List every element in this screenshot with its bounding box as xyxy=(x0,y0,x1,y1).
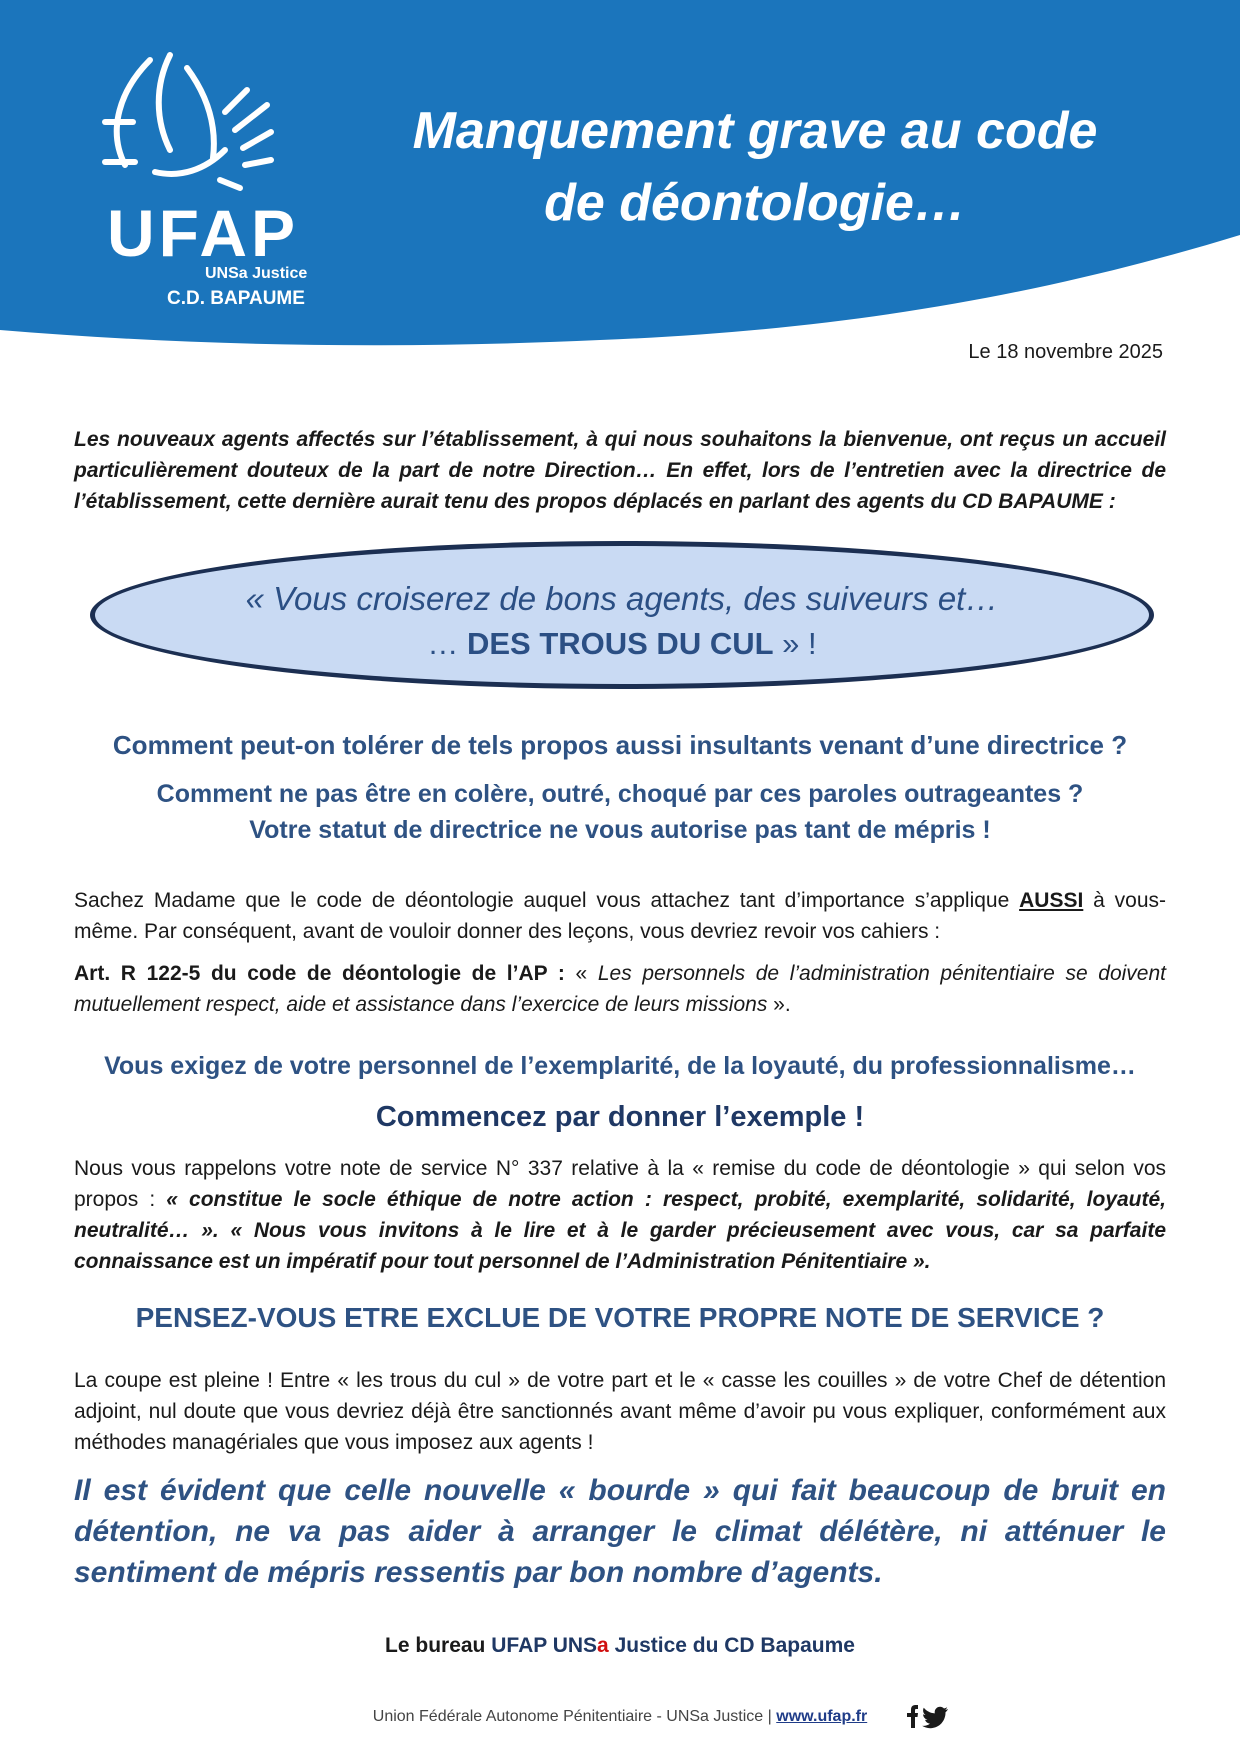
service-note-text: Nous vous rappelons votre note de service N° 337 relative à la « remise du code de déontologie » qui selon vos propos : xyxy=(74,1157,1166,1211)
paragraph-cup-full: La coupe est pleine ! Entre « les trous du cul » de votre part et le « casse les couilles » de votre Chef de détention adjoint, nul doute que vous devriez déjà être sanctionnés avant même d’avoir pu vous expliquer, conformément aux méthodes managériales que vous imposez aux agents ! xyxy=(74,1369,1166,1454)
quote-line-2-end: » ! xyxy=(773,626,817,661)
paragraph-1-after: à vous-même. Par conséquent, avant de vouloir donner des leçons, vous devriez revoir vos cahiers : xyxy=(74,889,1166,943)
article-quote: Les personnels de l’administration pénitentiaire se doivent mutuellement respect, aide et assistance dans l’exercice de leurs missions xyxy=(74,962,1166,1016)
social-icons xyxy=(902,1702,952,1732)
signature xyxy=(0,1634,1240,1658)
signature-ufap: UFAP UNS xyxy=(491,1634,598,1657)
article-close-quote: ». xyxy=(767,993,791,1016)
question-3: Votre statut de directrice ne vous autorise pas tant de mépris ! xyxy=(249,816,991,844)
footer xyxy=(0,1708,1240,1726)
quote-insult: DES TROUS DU CUL xyxy=(466,626,774,661)
signature-rest: Justice du CD Bapaume xyxy=(608,1634,855,1657)
facebook-icon[interactable] xyxy=(907,1705,918,1728)
twitter-icon[interactable] xyxy=(922,1707,948,1728)
article-label: Art. R 122-5 du code de déontologie de l’AP : xyxy=(74,962,565,985)
signature-prefix: Le bureau xyxy=(385,1634,492,1657)
document-title xyxy=(385,95,1125,239)
heading-exemplarity: Vous exigez de votre personnel de l’exemplarité, de la loyauté, du professionnalisme… xyxy=(104,1052,1136,1080)
logo-ufap-text: UFAP xyxy=(107,196,300,270)
title-line-1: Manquement grave au code xyxy=(412,102,1098,160)
question-2: Comment ne pas être en colère, outré, choqué par ces paroles outrageantes ? xyxy=(156,780,1084,808)
ufap-logo xyxy=(95,50,335,320)
heading-set-example: Commencez par donner l’exemple ! xyxy=(375,1101,865,1133)
signature-a: a xyxy=(597,1634,609,1657)
paragraph-code-applies xyxy=(74,885,1166,947)
footer-text: Union Fédérale Autonome Pénitentiaire - UNSa Justice | xyxy=(372,1708,777,1725)
quote-line-1: « Vous croiserez de bons agents, des suiveurs et… xyxy=(245,580,999,617)
logo-site-name: C.D. BAPAUME xyxy=(167,288,305,309)
quote-line-2-start: … xyxy=(427,626,467,661)
conclusion-paragraph: Il est évident que celle nouvelle « bourde » qui fait beaucoup de bruit en détention, ne va pas aider à arranger le climat délétère, ni atténuer le sentiment de mépris ressentis par bon nombre d’agents. xyxy=(74,1474,1166,1589)
quote-line-2 xyxy=(95,626,1149,662)
flame-bird-icon xyxy=(95,50,335,200)
footer-link[interactable]: www.ufap.fr xyxy=(776,1708,868,1725)
document-date: Le 18 novembre 2025 xyxy=(968,341,1163,363)
emphasis-aussi: AUSSI xyxy=(1019,889,1084,912)
intro-paragraph: Les nouveaux agents affectés sur l’établissement, à qui nous souhaitons la bienvenue, ont reçus un accueil particulièrement douteux de la part de notre Direction… En effet, lors de l’entretien avec la directrice de l’établissement, cette dernière aurait tenu des propos déplacés en parlant des agents du CD BAPAUME : xyxy=(74,428,1166,513)
paragraph-service-note xyxy=(74,1153,1166,1277)
title-line-2: de déontologie… xyxy=(544,174,966,232)
paragraph-article xyxy=(74,958,1166,1020)
heading-excluded: PENSEZ-VOUS ETRE EXCLUE DE VOTRE PROPRE NOTE DE SERVICE ? xyxy=(135,1302,1105,1333)
quote-box xyxy=(90,541,1154,689)
article-open-quote: « xyxy=(564,962,598,985)
paragraph-1-before: Sachez Madame que le code de déontologie auquel vous attachez tant d’importance s’applique xyxy=(74,889,1020,912)
service-note-quote: « constitue le socle éthique de notre action : respect, probité, exemplarité, solidarité, loyauté, neutralité… ». « Nous vous invitons à le lire et à le garder précieusement avec vous, car sa parfaite connaissance est un impératif pour tout personnel de l’Administration Pénitentiaire ». xyxy=(74,1188,1167,1273)
question-1: Comment peut-on tolérer de tels propos aussi insultants venant d’une directrice ? xyxy=(112,730,1128,760)
logo-unsa-text: UNSa Justice xyxy=(205,265,308,282)
